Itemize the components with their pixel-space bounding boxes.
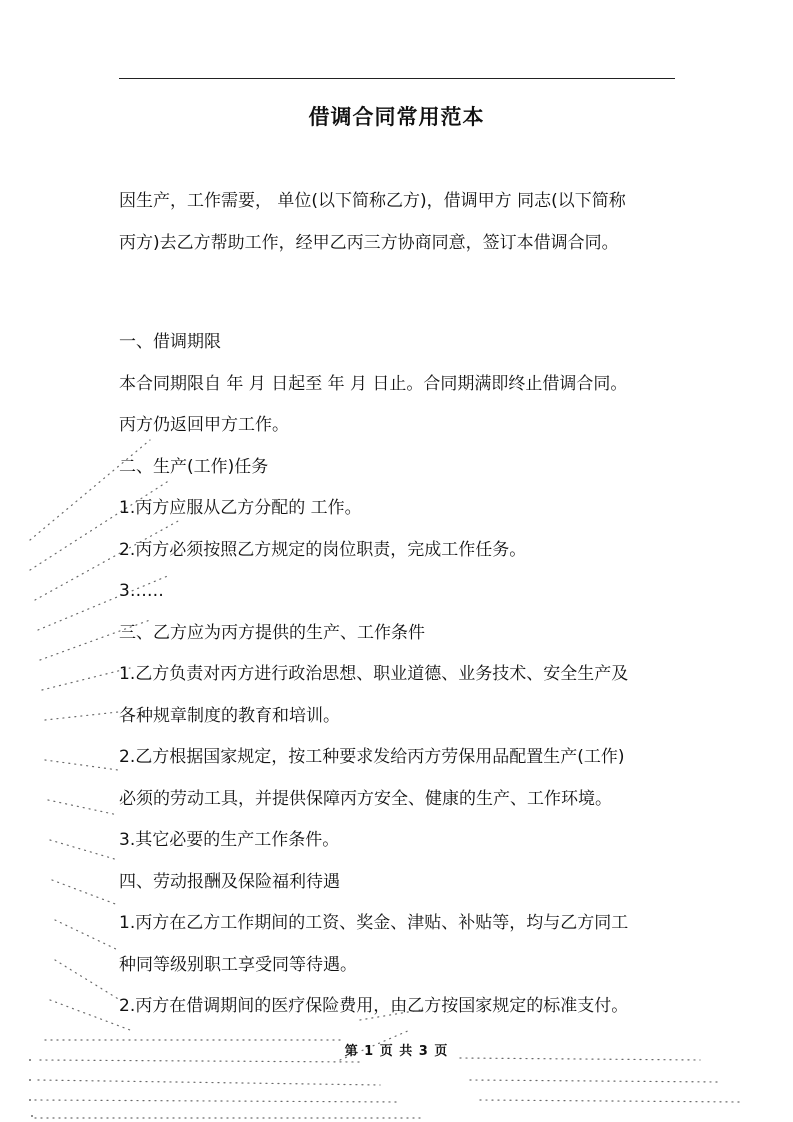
section-heading-tasks: 二、生产(工作)任务 [119,456,269,477]
section-heading-term: 一、借调期限 [119,332,221,352]
section-heading-conditions: 三、乙方应为丙方提供的生产、工作条件 [119,622,425,643]
section-conditions-line-4: 必须的劳动工具，并提供保障丙方安全、健康的生产、工作环境。 [119,788,612,809]
section-conditions-line-2: 各种规章制度的教育和培训。 [119,705,340,726]
section-tasks-line-1: 1.丙方应服从乙方分配的 工作。 [119,498,362,518]
section-pay-line-3: 2.丙方在借调期间的医疗保险费用，由乙方按国家规定的标准支付。 [119,996,629,1016]
section-tasks-line-3: 3…… [119,581,164,601]
section-pay-line-1: 1.丙方在乙方工作期间的工资、奖金、津贴、补贴等，均与乙方同工 [119,913,629,933]
section-conditions-line-3: 2.乙方根据国家规定，按工种要求发给丙方劳保用品配置生产(工作) [119,747,625,767]
document-title: 借调合同常用范本 [308,105,485,129]
header-rule [119,78,675,79]
section-term-line-1: 本合同期限自 年 月 日起至 年 月 日止。合同期满即终止借调合同。 [119,373,628,394]
paragraph-gap [119,266,679,324]
intro-line-2: 丙方)去乙方帮助工作，经甲乙丙三方协商同意，签订本借调合同。 [119,232,619,253]
section-conditions-line-1: 1.乙方负责对丙方进行政治思想、职业道德、业务技术、安全生产及 [119,664,629,684]
section-term-line-2: 丙方仍返回甲方工作。 [119,415,289,435]
document-body [119,183,679,1030]
section-conditions-line-5: 3.其它必要的生产工作条件。 [119,830,340,850]
section-heading-pay: 四、劳动报酬及保险福利待遇 [119,871,340,892]
intro-line-1: 因生产，工作需要， 单位(以下简称乙方)，借调甲方 同志(以下简称 [119,191,626,211]
section-pay-line-2: 种同等级别职工享受同等待遇。 [119,954,357,975]
page-number: 第 1 页 共 3 页 [344,1044,449,1059]
section-tasks-line-2: 2.丙方必须按照乙方规定的岗位职责，完成工作任务。 [119,539,527,560]
